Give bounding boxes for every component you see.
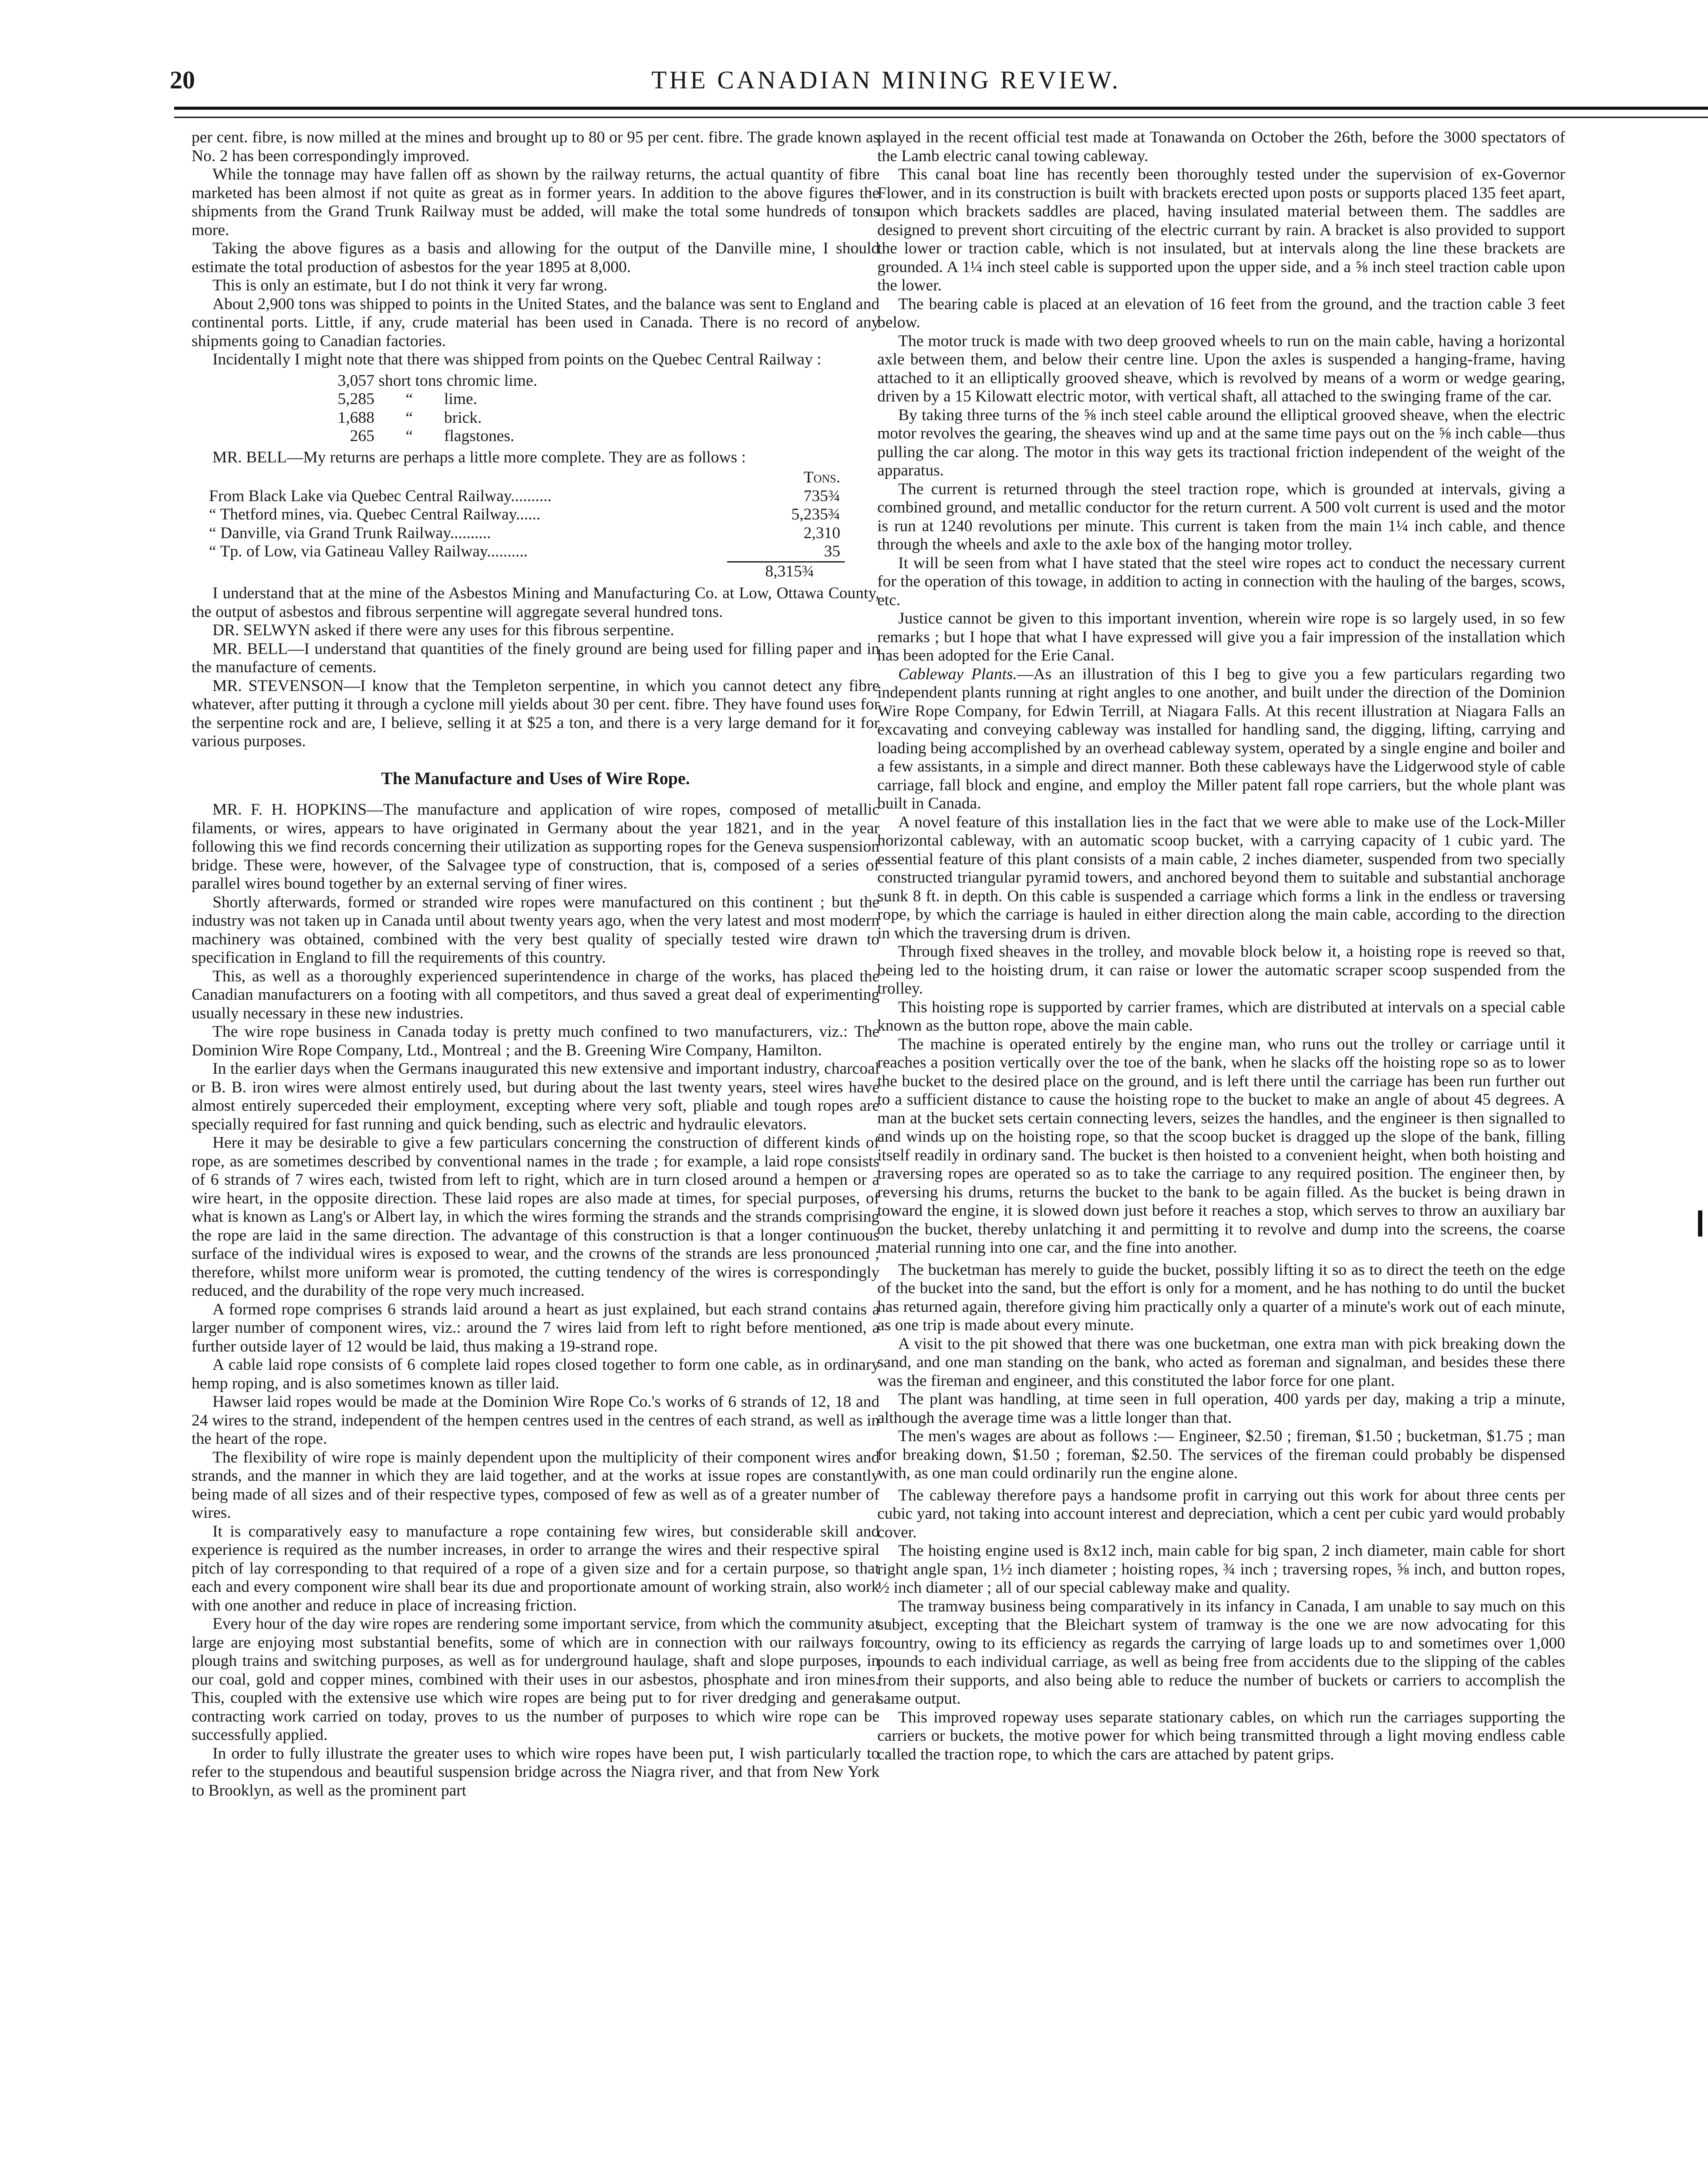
paragraph: The flexibility of wire rope is mainly dependent upon the multiplicity of their component wires and strands, and the manner in which they are laid together, and at the works at issue ropes are constantly being made of all sizes and of their respective types, composed of few as well as of a greater number of wires. <box>192 1448 879 1522</box>
paragraph: Incidentally I might note that there was shipped from points on the Quebec Central Railway : <box>212 350 822 368</box>
paragraph: In order to fully illustrate the greater uses to which wire ropes have been put, I wish particularly to refer to the stupendous and beautiful suspension bridge across the Niagra river, and that from New York to Brooklyn, as well as the prominent part <box>192 1744 879 1800</box>
table-row: From Black Lake via Quebec Central Railway.......... 735¾ <box>209 487 840 505</box>
paragraph: The plant was handling, at time seen in full operation, 400 yards per day, making a trip a minute, although the average time was a little longer than that. <box>877 1390 1565 1427</box>
paragraph: The wire rope business in Canada today is pretty much confined to two manufacturers, viz.: The Dominion Wire Rope Company, Ltd., Montreal ; and the B. Greening Wire Company, Hamilton. <box>192 1023 879 1059</box>
paragraph: Every hour of the day wire ropes are rendering some important service, from which the community at large are enjoying most substantial benefits, some of which are in connection with our railways for plough trains and switching purposes, as well as for underground haulage, shaft and slope purposes, in our coal, gold and copper mines, combined with their uses in our asbestos, phosphate and iron mines. This, coupled with the extensive use which wire ropes are being put to for river dredging and general contracting work carried on today, proves to us the number of purposes to which wire rope can be successfully applied. <box>192 1615 879 1744</box>
paragraph: The hoisting engine used is 8x12 inch, main cable for big span, 2 inch diameter, main cable for short right angle span, 1½ inch diameter ; hoisting ropes, ¾ inch ; traversing ropes, ⅝ inch, and button ropes, ½ inch diameter ; all of our special cableway make and quality. <box>877 1542 1565 1597</box>
paragraph: The bucketman has merely to guide the bucket, possibly lifting it so as to direct the teeth on the edge of the bucket into the sand, but the effort is only for a moment, and he has nothing to do until the bucket has returned again, therefore giving him practically only a quarter of a minute's work out of each minute, as one trip is made about every minute. <box>877 1260 1565 1334</box>
paragraph: This improved ropeway uses separate stationary cables, on which run the carriages supporting the carriers or buckets, the motive power for which being transmitted through a light moving endless cable called the traction rope, to which the cars are attached by patent grips. <box>877 1708 1565 1763</box>
table-header: Tons. <box>803 468 840 486</box>
paragraph: per cent. fibre, is now milled at the mines and brought up to 80 or 95 per cent. fibre. The grade known as No. 2 has been correspondingly improved. <box>192 128 879 165</box>
paragraph: While the tonnage may have fallen off as shown by the railway returns, the actual quantity of fibre marketed has been almost if not quite as great as in former years. In addition to the above figures the shipments from the Grand Trunk Railway must be added, will make the total some hundreds of tons more. <box>192 165 879 239</box>
paragraph: This hoisting rope is supported by carrier frames, which are distributed at intervals on a special cable known as the button rope, above the main cable. <box>877 998 1565 1035</box>
journal-title: THE CANADIAN MINING REVIEW. <box>651 66 1121 94</box>
section-heading: The Manufacture and Uses of Wire Rope. <box>381 768 690 788</box>
paragraph: Through fixed sheaves in the trolley, and movable block below it, a hoisting rope is reeved so that, being led to the hoisting drum, it can raise or lower the automatic scraper scoop suspended from the trolley. <box>877 943 1565 998</box>
paragraph: I understand that at the mine of the Asbestos Mining and Manufacturing Co. at Low, Ottawa County, the output of asbestos and fibrous serpentine will aggregate several hundred tons. <box>192 584 879 621</box>
paragraph: About 2,900 tons was shipped to points in the United States, and the balance was sent to England and continental ports. Little, if any, crude material has been used in Canada. There is no record of any shipments going to Canadian factories. <box>192 295 879 350</box>
paragraph: A formed rope comprises 6 strands laid around a heart as just explained, but each strand contains a larger number of component wires, viz.: around the 7 wires laid from left to right before mentioned, a further outside layer of 12 would be laid, thus making a 19-strand rope. <box>192 1300 879 1355</box>
table-row: “ Thetford mines, via. Quebec Central Railway...... 5,235¾ <box>209 505 840 523</box>
paragraph: DR. SELWYN asked if there were any uses for this fibrous serpentine. <box>212 621 674 639</box>
paragraph: It will be seen from what I have stated that the steel wire ropes act to conduct the necessary current for the operation of this towage, in addition to acting in connection with the hauling of the barges, scows, etc. <box>877 554 1565 609</box>
paragraph: A cable laid rope consists of 6 complete laid ropes closed together to form one cable, as in ordinary hemp roping, and is also sometimes known as tiller laid. <box>192 1356 879 1392</box>
paragraph: In the earlier days when the Germans inaugurated this new extensive and important industry, charcoal or B. B. iron wires were almost entirely used, but during about the last twenty years, steel wires have almost entirely superceded their employment, excepting where very soft, pliable and tough ropes are specially required for fast running and quick bending, such as electric and hydraulic elevators. <box>192 1060 879 1133</box>
list-item: 3,057 short tons chromic lime. <box>337 371 537 390</box>
left-column <box>192 128 879 1800</box>
paragraph: The tramway business being comparatively in its infancy in Canada, I am unable to say much on this subject, excepting that the Bleichart system of tramway is the one we are now advocating for this country, owing to its efficiency as regards the carrying of large loads up to and sometimes over 1,000 pounds to each individual carriage, as well as being free from accidents due to the slipping of the cables from their supports, and also being able to reduce the number of buckets or carriers to accomplish the same output. <box>877 1597 1565 1708</box>
paragraph: This canal boat line has recently been thoroughly tested under the supervision of ex-Governor Flower, and in its construction is built with brackets erected upon posts or supports placed 135 feet apart, upon which brackets saddles are placed, having insulated material between them. The saddles are designed to prevent short circuiting of the electric currant by rain. A bracket is also provided to support the lower or traction cable, which is not insulated, but at intervals along the line these brackets are grounded. A 1¼ inch steel cable is supported upon the upper side, and a ⅝ inch steel traction cable upon the lower. <box>877 165 1565 294</box>
paragraph: This is only an estimate, but I do not think it very far wrong. <box>212 276 608 294</box>
paragraph: played in the recent official test made at Tonawanda on October the 26th, before the 3000 spectators of the Lamb electric canal towing cableway. <box>877 128 1565 165</box>
lime-shipments-list <box>192 372 879 446</box>
paragraph: The current is returned through the steel traction rope, which is grounded at intervals, giving a combined ground, and metallic conductor for the return current. A 500 volt current is used and the motor is run at 1240 revolutions per minute. This current is taken from the main 1¼ inch cable, and thence through the wheels and axle to the axle box of the hanging motor trolley. <box>877 480 1565 553</box>
paragraph: By taking three turns of the ⅝ inch steel cable around the elliptical grooved sheave, when the electric motor revolves the gearing, the sheaves wind up and at the same time pays out on the ⅝ inch cable—thus pulling the car along. The motor in this way gets its tractional friction independent of the weight of the apparatus. <box>877 406 1565 479</box>
right-column <box>877 128 1565 1764</box>
page-header <box>170 65 1602 100</box>
paragraph: MR. STEVENSON—I know that the Templeton serpentine, in which you cannot detect any fibre whatever, after putting it through a cyclone mill yields about 30 per cent. fibre. They have found uses for the serpentine rock and are, I believe, selling it at $25 a ton, and there is a very large demand for it for various purposes. <box>192 677 879 750</box>
paragraph: The bearing cable is placed at an elevation of 16 feet from the ground, and the traction cable 3 feet below. <box>877 295 1565 331</box>
list-item: 1,688 “ brick. <box>337 408 482 427</box>
paragraph: Cableway Plants.—As an illustration of this I beg to give you a few particulars regarding two independent plants running at right angles to one another, and built under the direction of the Dominion Wire Rope Company, for Edwin Terrill, at Niagara Falls. At this recent illustration at Niagara Falls an excavating and conveying cableway was installed for handling sand, the digging, lifting, carrying and loading being accomplished by an overhead cableway system, operated by a single engine and boiler and a few assistants, in a simple and direct manner. Both these cableways have the Lidgerwood style of cable carriage, fall block and engine, and employ the Miller patent fall rope carriers, but the whole plant was built in Canada. <box>877 665 1566 812</box>
list-item: 265 “ flagstones. <box>350 427 515 445</box>
page-number: 20 <box>170 66 195 94</box>
paragraph: The motor truck is made with two deep grooved wheels to run on the main cable, having a horizontal axle between them, and below their centre line. Upon the axles is suspended a hanging-frame, having attached to it an elliptically grooved sheave, which is revolved by means of a worm or wedge gearing, driven by a 15 Kilowatt electric motor, with vertical shaft, all attached to the swinging frame of the car. <box>877 332 1565 405</box>
paragraph: The machine is operated entirely by the engine man, who runs out the trolley or carriage until it reaches a position vertically over the toe of the bank, when he slacks off the hoisting rope so as to lower the bucket to the desired place on the ground, and is left there until the carriage has been run further out to a sufficient distance to cause the hoisting rope to the bucket to make an angle of about 45 degrees. A man at the bucket sets certain connecting levers, seizes the handles, and the engineer is then signalled to and winds up on the hoisting rope, so that the scoop bucket is dragged up the slope of the bank, filling itself readily in ordinary sand. The bucket is then hoisted to a convenient height, when both hoisting and traversing ropes are operated so as to take the carriage to any required position. The engineer then, by reversing his drums, returns the bucket to the bank to be again filled. As the bucket is being drawn in toward the engine, it is slowed down just before it reaches a stop, which serves to throw an auxiliary bar on the bucket, thereby unlatching it and permitting it to revolve and dump into the screens, the coarse material running into one car, and the fine into another. <box>877 1035 1565 1257</box>
scan-edge-mark <box>1698 1210 1702 1237</box>
asbestos-shipments-table <box>192 468 879 581</box>
paragraph: Here it may be desirable to give a few particulars concerning the construction of different kinds of rope, as are sometimes described by conventional names in the trade ; for example, a laid rope consists of 6 strands of 7 wires each, twisted from left to right, which are in turn closed around a hempen or a wire heart, in the opposite direction. These laid ropes are also made at times, for special purposes, of what is known as Lang's or Albert lay, in which the wires forming the strands and the strands comprising the rope are laid in the same direction. The advantage of this construction is that a longer continuous surface of the individual wires is exposed to wear, and the crowns of the strands are less pronounced ; therefore, whilst more uniform wear is promoted, the cutting tendency of the wires is correspondingly reduced, and the durability of the rope very much increased. <box>192 1134 879 1300</box>
paragraph: MR. F. H. HOPKINS—The manufacture and application of wire ropes, composed of metallic filaments, or wires, appears to have originated in Germany about the year 1821, and in the year following this we find records concerning their utilization as supporting ropes for the Geneva suspension bridge. These were, however, of the Salvagee type of construction, that is, composed of a series of parallel wires bound together by an external serving of finer wires. <box>192 801 879 893</box>
paragraph: Shortly afterwards, formed or stranded wire ropes were manufactured on this continent ; but the industry was not taken up in Canada until about twenty years ago, when the very latest and most modern machinery was obtained, combined with the very best quality of specially tested wire drawn to specification in England to fill the requirements of this country. <box>192 893 879 967</box>
paragraph: A visit to the pit showed that there was one bucketman, one extra man with pick breaking down the sand, and one man standing on the bank, who acted as foreman and signalman, and besides these there was the fireman and engineer, and this constituted the labor force for one plant. <box>877 1335 1565 1390</box>
table-row: “ Danville, via Grand Trunk Railway.......... 2,310 <box>209 524 840 542</box>
paragraph: The cableway therefore pays a handsome profit in carrying out this work for about three cents per cubic yard, not taking into account interest and depreciation, which a cent per cubic yard would probably cover. <box>877 1486 1565 1541</box>
run-in-heading: Cableway Plants. <box>898 665 1017 683</box>
paragraph: Taking the above figures as a basis and allowing for the output of the Danville mine, I should estimate the total production of asbestos for the year 1895 at 8,000. <box>192 239 879 276</box>
paragraph: Justice cannot be given to this important invention, wherein wire rope is so largely used, in so few remarks ; but I hope that what I have expressed will give you a fair impression of the installation which has been adopted for the Erie Canal. <box>877 610 1565 664</box>
header-rule-thin <box>174 117 1708 118</box>
paragraph: This, as well as a thoroughly experienced superintendence in charge of the works, has placed the Canadian manufacturers on a footing with all competitors, and thus saved a great deal of experimenting usually necessary in these new industries. <box>192 967 879 1022</box>
table-row: “ Tp. of Low, via Gatineau Valley Railway.......... 35 <box>209 543 840 560</box>
table-total: 8,315¾ <box>727 561 845 581</box>
paragraph: A novel feature of this installation lies in the fact that we were able to make use of the Lock-Miller horizontal cableway, with an automatic scoop bucket, with a carrying capacity of 1 cubic yard. The essential feature of this plant consists of a main cable, 2 inches diameter, suspended from two specially constructed triangular pyramid towers, and anchored beyond them to suitable and substantial anchorage sunk 8 ft. in depth. On this cable is suspended a carriage which forms a link in the endless or traversing rope, by which the carriage is hauled in either direction along the main cable, according to the direction in which the traversing drum is driven. <box>877 813 1565 942</box>
paragraph: It is comparatively easy to manufacture a rope containing few wires, but considerable skill and experience is required as the number increases, in order to arrange the wires and their respective spiral pitch of lay corresponding to that required of a rope of a given size and for a certain purpose, so that each and every component wire shall bear its due and proportionate amount of working strain, also work with one another and reduce in place of increasing friction. <box>192 1522 879 1614</box>
paragraph: Hawser laid ropes would be made at the Dominion Wire Rope Co.'s works of 6 strands of 12, 18 and 24 wires to the strand, independent of the hempen centres used in the centres of each strand, as well as in the heart of the rope. <box>192 1393 879 1448</box>
header-rule-thick <box>174 107 1708 110</box>
paragraph: MR. BELL—My returns are perhaps a little more complete. They are as follows : <box>212 448 746 466</box>
list-item: 5,285 “ lime. <box>337 390 478 408</box>
paragraph: MR. BELL—I understand that quantities of the finely ground are being used for filling paper and in the manufacture of cements. <box>192 640 879 676</box>
paragraph: The men's wages are about as follows :— Engineer, $2.50 ; fireman, $1.50 ; bucketman, $1.75 ; man for breaking down, $1.50 ; foreman, $2.50. The services of the fireman could probably be dispensed with, as one man could ordinarily run the engine alone. <box>877 1427 1565 1482</box>
